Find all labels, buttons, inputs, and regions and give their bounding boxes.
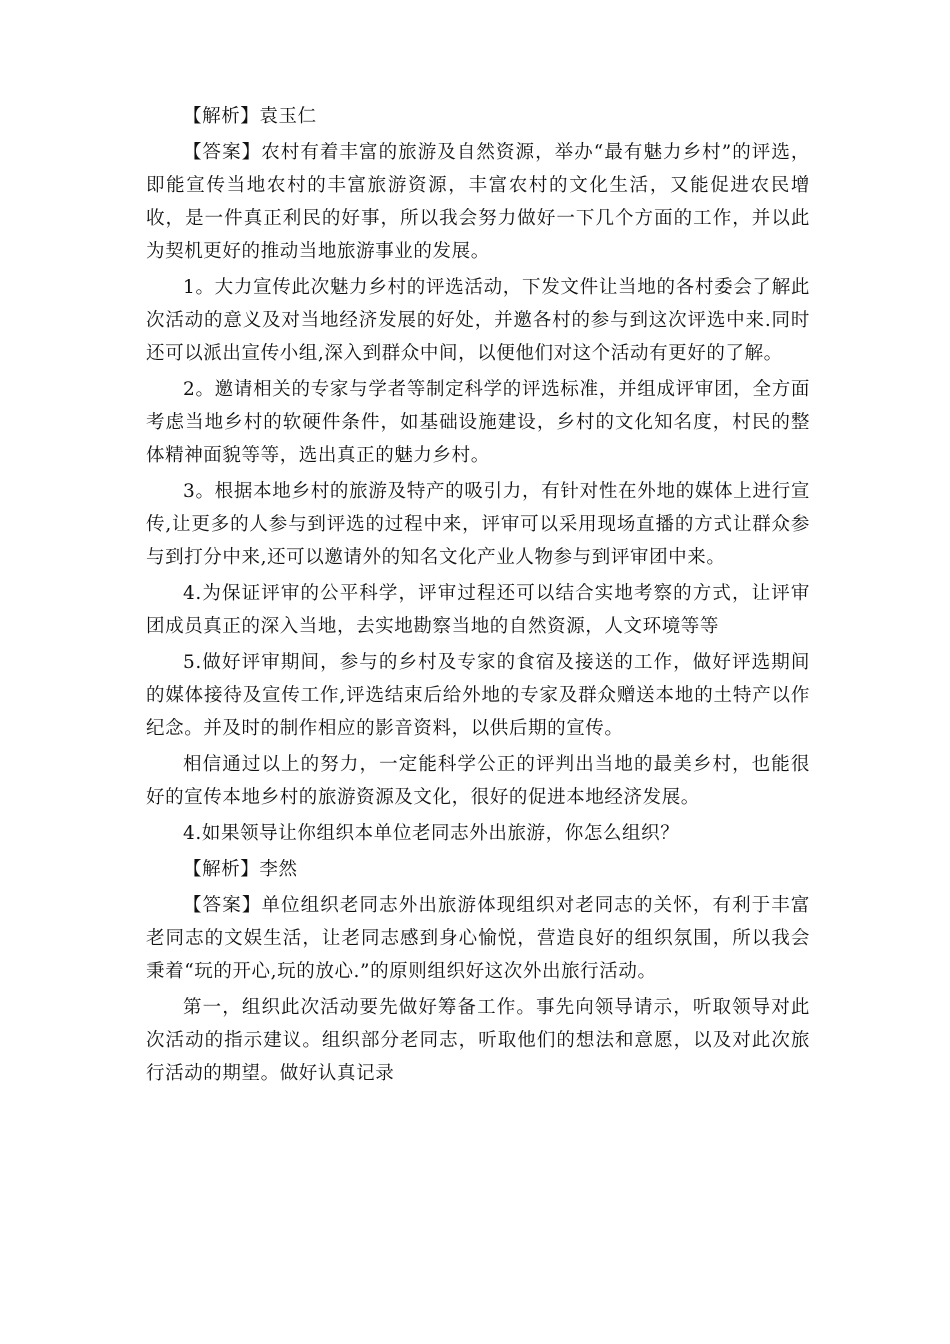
- point-2-paragraph: 2。邀请相关的专家与学者等制定科学的评选标准，并组成评审团，全方面考虑当地乡村的软硬件条件，如基础设施建设，乡村的文化知名度，村民的整体精神面貌等等，选出真正的魅力乡村。: [146, 379, 810, 466]
- point-4-paragraph: 4.为保证评审的公平科学，评审过程还可以结合实地考察的方式，让评审团成员真正的深入当地，去实地勘察当地的自然资源，人文环境等等: [146, 583, 810, 637]
- answer-paragraph-2: 【答案】单位组织老同志外出旅游体现组织对老同志的关怀，有利于丰富老同志的文娱生活，让老同志感到身心愉悦，营造良好的组织氛围，所以我会秉着“玩的开心,玩的放心.”的原则组织好这次外出旅行活动。: [146, 895, 810, 982]
- step-1-paragraph: 第一，组织此次活动要先做好筹备工作。事先向领导请示，听取领导对此次活动的指示建议。组织部分老同志，听取他们的想法和意愿，以及对此次旅行活动的期望。做好认真记录: [146, 997, 810, 1084]
- analysis-author-1: 【解析】袁玉仁: [183, 106, 317, 127]
- answer-paragraph-1: 【答案】农村有着丰富的旅游及自然资源，举办“最有魅力乡村”的评选，即能宣传当地农村的丰富旅游资源，丰富农村的文化生活，又能促进农民增收，是一件真正利民的好事，所以我会努力做好一下几个方面的工作，并以此为契机更好的推动当地旅游事业的发展。: [146, 142, 810, 262]
- point-3-paragraph: 3。根据本地乡村的旅游及特产的吸引力，有针对性在外地的媒体上进行宣传,让更多的人参与到评选的过程中来，评审可以采用现场直播的方式让群众参与到打分中来,还可以邀请外的知名文化产业人物参与到评审团中来。: [146, 481, 810, 568]
- conclusion-paragraph: 相信通过以上的努力，一定能科学公正的评判出当地的最美乡村，也能很好的宣传本地乡村的旅游资源及文化，很好的促进本地经济发展。: [146, 754, 810, 808]
- point-5-paragraph: 5.做好评审期间，参与的乡村及专家的食宿及接送的工作，做好评选期间的媒体接待及宣传工作,评选结束后给外地的专家及群众赠送本地的土特产以作纪念。并及时的制作相应的影音资料，以供后期的宣传。: [146, 652, 810, 739]
- document-body: [146, 100, 810, 1090]
- point-1-paragraph: 1。大力宣传此次魅力乡村的评选活动，下发文件让当地的各村委会了解此次活动的意义及对当地经济发展的好处，并邀各村的参与到这次评选中来.同时还可以派出宣传小组,深入到群众中间，以便他们对这个活动有更好的了解。: [146, 277, 810, 364]
- analysis-author-2: 【解析】李然: [183, 859, 298, 880]
- question-4-heading: 4.如果领导让你组织本单位老同志外出旅游，你怎么组织？: [183, 823, 680, 844]
